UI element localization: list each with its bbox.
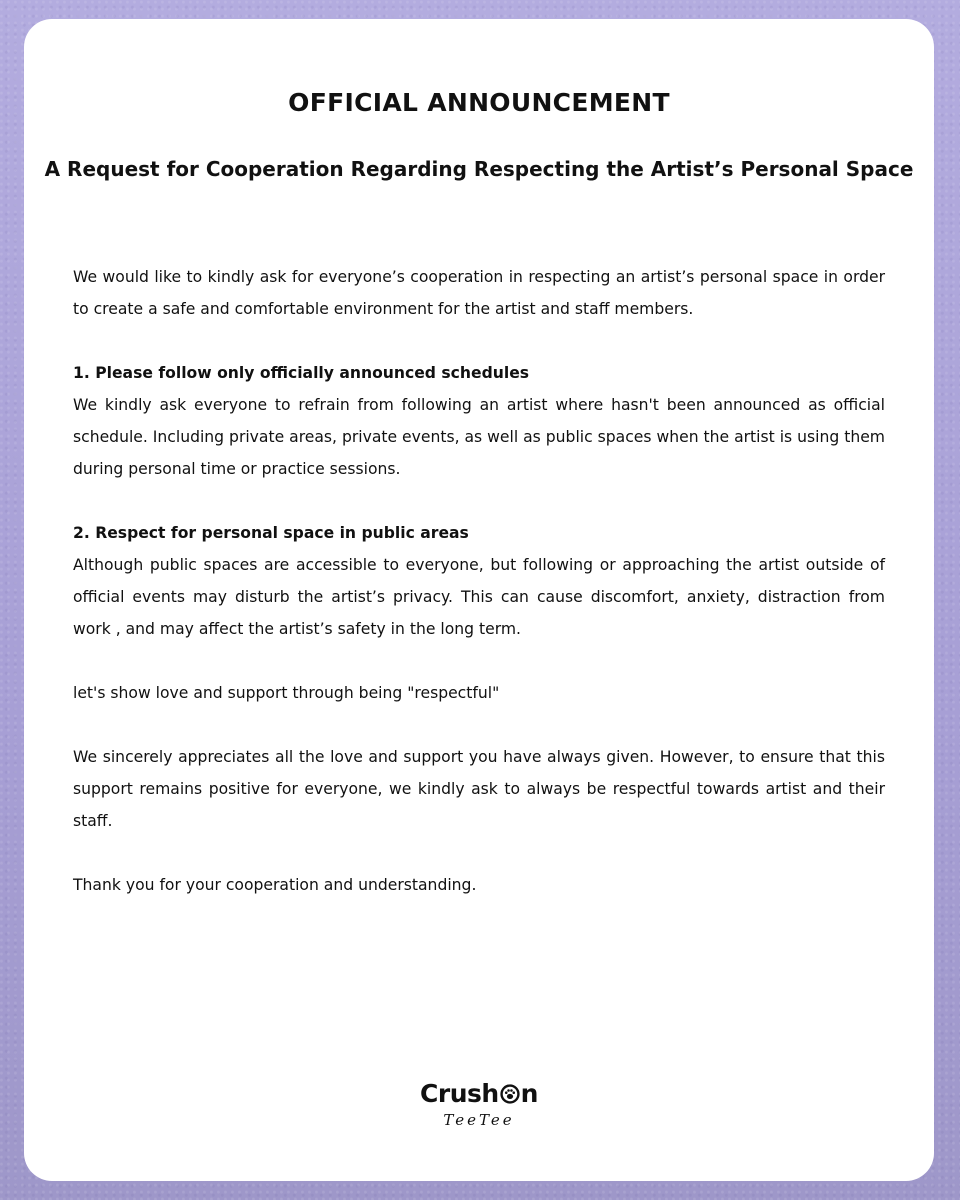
thanks-paragraph: Thank you for your cooperation and understanding. <box>73 876 477 894</box>
announcement-subtitle: A Request for Cooperation Regarding Respecting the Artist’s Personal Space <box>44 157 914 181</box>
section-2-heading: 2. Respect for personal space in public areas <box>73 524 469 542</box>
slogan-paragraph: let's show love and support through being "respectful" <box>73 684 500 702</box>
logo-text-start: Crush <box>420 1079 499 1108</box>
intro-paragraph: We would like to kindly ask for everyone’s cooperation in respecting an artist’s personal space in order to create a safe and comfortable environment for the artist and staff members. <box>73 268 885 318</box>
section-1-text: We kindly ask everyone to refrain from following an artist where hasn't been announced as official schedule. Including private areas, private events, as well as public spaces when the artist is using them during personal time or practice sessions. <box>73 396 885 478</box>
logo-wordmark <box>24 1079 934 1112</box>
announcement-body <box>73 261 885 901</box>
announcement-card <box>24 19 934 1181</box>
paw-icon <box>499 1082 521 1112</box>
closing-paragraph: We sincerely appreciates all the love and support you have always given. However, to ensure that this support remains positive for everyone, we kindly ask to always be respectful towards artist and their staff. <box>73 748 885 830</box>
logo-subtext: TeeTee <box>443 1111 515 1129</box>
announcement-title: OFFICIAL ANNOUNCEMENT <box>288 88 670 117</box>
section-2-text: Although public spaces are accessible to everyone, but following or approaching the artist outside of official events may disturb the artist’s privacy. This can cause discomfort, anxiety, distraction from work , and may affect the artist’s safety in the long term. <box>73 556 885 638</box>
logo-text-end: n <box>520 1079 538 1108</box>
crushon-teetee-logo <box>24 1079 934 1128</box>
section-1-heading: 1. Please follow only officially announced schedules <box>73 364 530 382</box>
